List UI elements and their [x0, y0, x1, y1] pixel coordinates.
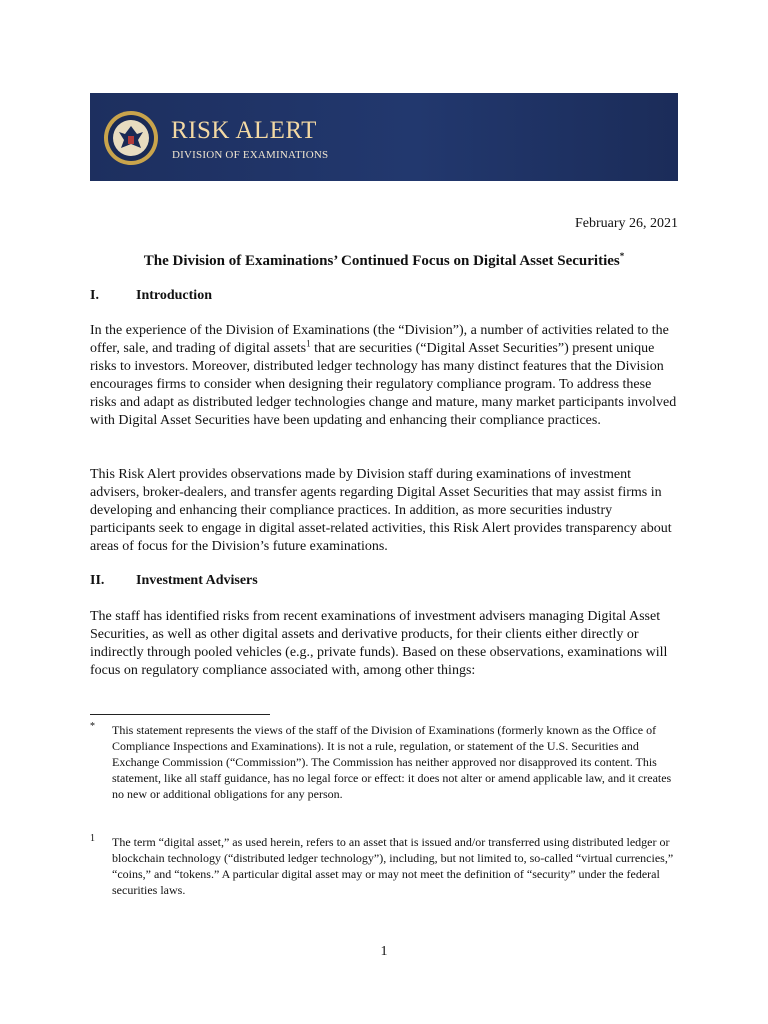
footnote-text: The term “digital asset,” as used herein, refers to an asset that is issued and/or transferred using distributed ledger or blockchain technology (“distributed ledger technology”), including, but not limited to, so-called “virtual currencies,” “coins,” and “tokens.” A particular digital asset may or may not meet the definition of “security” under the federal securities laws.	[112, 835, 674, 897]
section-title: Investment Advisers	[136, 573, 258, 588]
paragraph-advisers-1	[90, 608, 680, 680]
footnote-mark: 1	[90, 833, 95, 844]
paragraph-intro-2	[90, 466, 680, 556]
footnote-star	[90, 722, 680, 802]
document-title-text: The Division of Examinations’ Continued Focus on Digital Asset Securities	[143, 253, 620, 269]
document-title	[90, 251, 678, 270]
section-heading-introduction	[90, 288, 212, 304]
paragraph-intro-1	[90, 322, 680, 430]
paragraph-text: This Risk Alert provides observations made by Division staff during examinations of investment advisers, broker-dealers, and transfer agents regarding Digital Asset Securities that may assist firms in developing and enhancing their compliance practices. In addition, as more securities industry participants seek to engage in digital asset-related activities, this Risk Alert provides transparency about areas of focus for the Division’s future examinations.	[90, 467, 672, 554]
sec-seal-icon	[103, 110, 159, 166]
footnote-1	[90, 834, 680, 898]
paragraph-text: The staff has identified risks from recent examinations of investment advisers managing Digital Asset Securities, as well as other digital assets and derivative products, for their clients either directly or indirectly through pooled vehicles (e.g., private funds). Based on these observations, examinations will focus on regulatory compliance associated with, among other things:	[90, 609, 668, 678]
title-footnote-mark: *	[619, 251, 625, 261]
section-number: II.	[90, 573, 105, 588]
page-number: 1	[380, 944, 388, 959]
section-number: I.	[90, 288, 99, 303]
paragraph-text: that are securities (“Digital Asset Securities”) present unique risks to investors. Moreover, distributed ledger technology has many distinct features that the Division encourages firms to consider when designing their regulatory compliance program. To address these risks and adapt as distributed ledger technologies change and mature, many market participants involved with Digital Asset Securities have been updating and enhancing their compliance practices.	[90, 341, 677, 428]
paragraph-text: In the experience of the Division of Examinations (the “Division”), a number of activities related to the offer, sale, and trading of digital assets	[90, 323, 669, 356]
document-date: February 26, 2021	[574, 216, 678, 231]
footnote-text: This statement represents the views of the staff of the Division of Examinations (formerly known as the Office of Compliance Inspections and Examinations). It is not a rule, regulation, or statement of the U.S. Securities and Exchange Commission (“Commission”). The Commission has neither approved nor disapproved its content. This statement, like all staff guidance, has no legal force or effect: it does not alter or amend applicable law, and it creates no new or additional obligations for any person.	[112, 723, 672, 801]
section-title: Introduction	[136, 288, 212, 303]
banner-subtitle: DIVISION OF EXAMINATIONS	[172, 149, 329, 161]
footnote-ref-1: 1	[306, 338, 311, 349]
section-heading-investment-advisers	[90, 573, 258, 589]
risk-alert-banner	[90, 93, 678, 181]
footnote-divider	[90, 714, 270, 715]
footnote-mark: *	[90, 721, 95, 732]
banner-title: RISK ALERT	[171, 117, 317, 144]
